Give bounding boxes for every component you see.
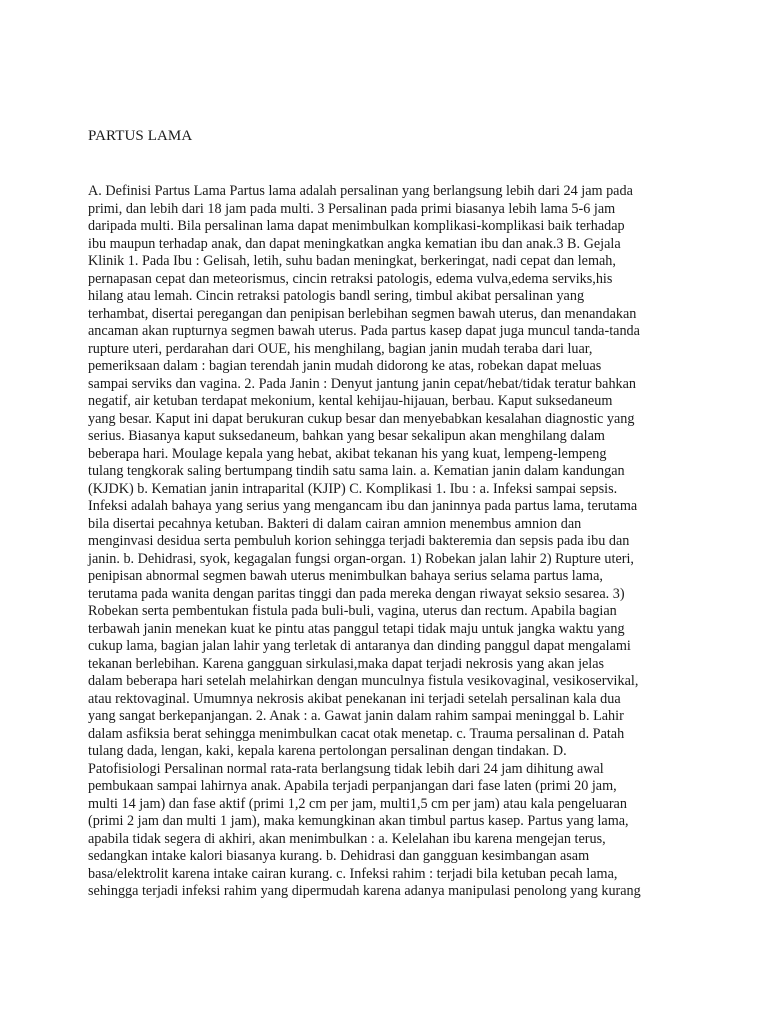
body-text-line: (primi 2 jam dan multi 1 jam), maka kemungkinan akan timbul partus kasep. Partus yang lama, [88, 813, 629, 829]
body-text-line: sampai serviks dan vagina. 2. Pada Janin : Denyut jantung janin cepat/hebat/tidak teratur bahkan [88, 375, 637, 392]
body-text-line: Robekan serta pembentukan fistula pada buli-buli, vagina, uterus dan rectum. Apabila bagian [88, 603, 617, 619]
body-text-line: tulang dada, lengan, kaki, kepala karena pertolongan persalinan dengan tindakan. D. [88, 743, 567, 759]
body-text-line: ancaman akan rupturnya segmen bawah uterus. Pada partus kasep dapat juga muncul tanda-tanda [88, 323, 640, 339]
body-text-line: Klinik 1. Pada Ibu : Gelisah, letih, suhu badan meningkat, berkeringat, nadi cepat dan lemah, [88, 253, 616, 269]
body-text-line: daripada multi. Bila persalinan lama dapat menimbulkan komplikasi-komplikasi baik terhadap [88, 218, 625, 234]
body-text-line: yang besar. Kaput ini dapat berukuran cukup besar dan menyebabkan kesalahan diagnostic yang [88, 410, 635, 427]
body-text-line: pernapasan cepat dan meteorismus, cincin retraksi patologis, edema vulva,edema serviks,his [88, 270, 613, 287]
body-text-line: penipisan abnormal segmen bawah uterus menimbulkan bahaya serius selama partus lama, [88, 568, 603, 584]
body-text-line: dalam beberapa hari setelah melahirkan dengan munculnya fistula vesikovaginal, vesikoservikal, [88, 673, 639, 689]
body-text-line: sehingga terjadi infeksi rahim yang dipermudah karena adanya manipulasi penolong yang kurang [88, 883, 641, 899]
body-text-line: serius. Biasanya kaput suksedaneum, bahkan yang besar sekalipun akan menghilang dalam [88, 428, 605, 444]
body-text-line: beberapa hari. Moulage kepala yang hebat, akibat tekanan his yang kuat, lempeng-lempeng [88, 445, 607, 462]
body-text-line: rupture uteri, perdarahan dari OUE, his menghilang, bagian janin mudah teraba dari luar, [88, 340, 593, 357]
body-text-line: primi, dan lebih dari 18 jam pada multi. 3 Persalinan pada primi biasanya lebih lama 5-6 jam [88, 200, 616, 217]
body-text-line: apabila tidak segera di akhiri, akan menimbulkan : a. Kelelahan ibu karena mengejan terus, [88, 830, 606, 847]
body-text-line: menginvasi desidua serta pembuluh korion sehingga terjadi bakteremia dan sepsis pada ibu dan [88, 533, 630, 549]
body-text-line: (KJDK) b. Kematian janin intraparital (KJIP) C. Komplikasi 1. Ibu : a. Infeksi sampai sepsis. [88, 480, 618, 497]
body-text-line: sedangkan intake kalori biasanya kurang. b. Dehidrasi dan gangguan kesimbangan asam [88, 848, 590, 864]
document-body [88, 183, 688, 901]
body-text-line: multi 14 jam) dan fase aktif (primi 1,2 cm per jam, multi1,5 cm per jam) atau kala pengeluaran [88, 795, 627, 812]
body-text-line: tekanan berlebihan. Karena gangguan sirkulasi,maka dapat terjadi nekrosis yang akan jelas [88, 655, 605, 672]
body-text-line: pembukaan sampai lahirnya anak. Apabila terjadi perpanjangan dari fase laten (primi 20 jam, [88, 778, 617, 794]
document-title: PARTUS LAMA [88, 128, 193, 144]
body-text-line: basa/elektrolit karena intake cairan kurang. c. Infeksi rahim : terjadi bila ketuban pecah lama, [88, 865, 618, 882]
body-text-line: terhambat, disertai peregangan dan penipisan berlebihan segmen bawah uterus, dan menandakan [88, 305, 637, 322]
body-text-line: bila disertai pecahnya ketuban. Bakteri di dalam cairan amnion menembus amnion dan [88, 515, 582, 532]
body-text-line: cukup lama, bagian jalan lahir yang terletak di antaranya dan dinding panggul dapat mengalami [88, 638, 631, 654]
body-text-line: janin. b. Dehidrasi, syok, kegagalan fungsi organ-organ. 1) Robekan jalan lahir 2) Rupture uteri, [88, 550, 634, 567]
body-text-line: ibu maupun terhadap anak, dan dapat meningkatkan angka kematian ibu dan anak.3 B. Gejala [88, 235, 621, 252]
body-text-line: terbawah janin menekan kuat ke pintu atas panggul tetapi tidak maju untuk jangka waktu yang [88, 620, 625, 637]
body-text-line: tulang tengkorak saling bertumpang tindih satu sama lain. a. Kematian janin dalam kandungan [88, 463, 625, 479]
body-text-line: atau rektovaginal. Umumnya nekrosis akibat penekanan ini terjadi setelah persalinan kala dua [88, 690, 621, 707]
body-text-line: A. Definisi Partus Lama Partus lama adalah persalinan yang berlangsung lebih dari 24 jam pada [88, 183, 633, 199]
body-text-line: dalam asfiksia berat sehingga menimbulkan cacat otak menetap. c. Trauma persalinan d. Patah [88, 725, 625, 742]
body-text-line: Patofisiologi Persalinan normal rata-rata berlangsung tidak lebih dari 24 jam dihitung awal [88, 760, 604, 777]
body-text-line: yang sangat berkepanjangan. 2. Anak : a. Gawat janin dalam rahim sampai meninggal b. Lahir [88, 708, 624, 724]
body-text-line: Infeksi adalah bahaya yang serius yang mengancam ibu dan janinnya pada partus lama, terutama [88, 498, 638, 514]
body-text-line: pemeriksaan dalam : bagian terendah janin mudah didorong ke atas, robekan dapat meluas [88, 358, 602, 374]
body-text-line: negatif, air ketuban terdapat mekonium, kental kehijau-hijauan, berbau. Kaput suksedaneum [88, 393, 613, 409]
body-text-line: hilang atau lemah. Cincin retraksi patologis bandl sering, timbul akibat persalinan yang [88, 288, 585, 304]
body-text-line: terutama pada wanita dengan paritas tinggi dan pada mereka dengan riwayat seksio sesarea. 3) [88, 585, 625, 602]
